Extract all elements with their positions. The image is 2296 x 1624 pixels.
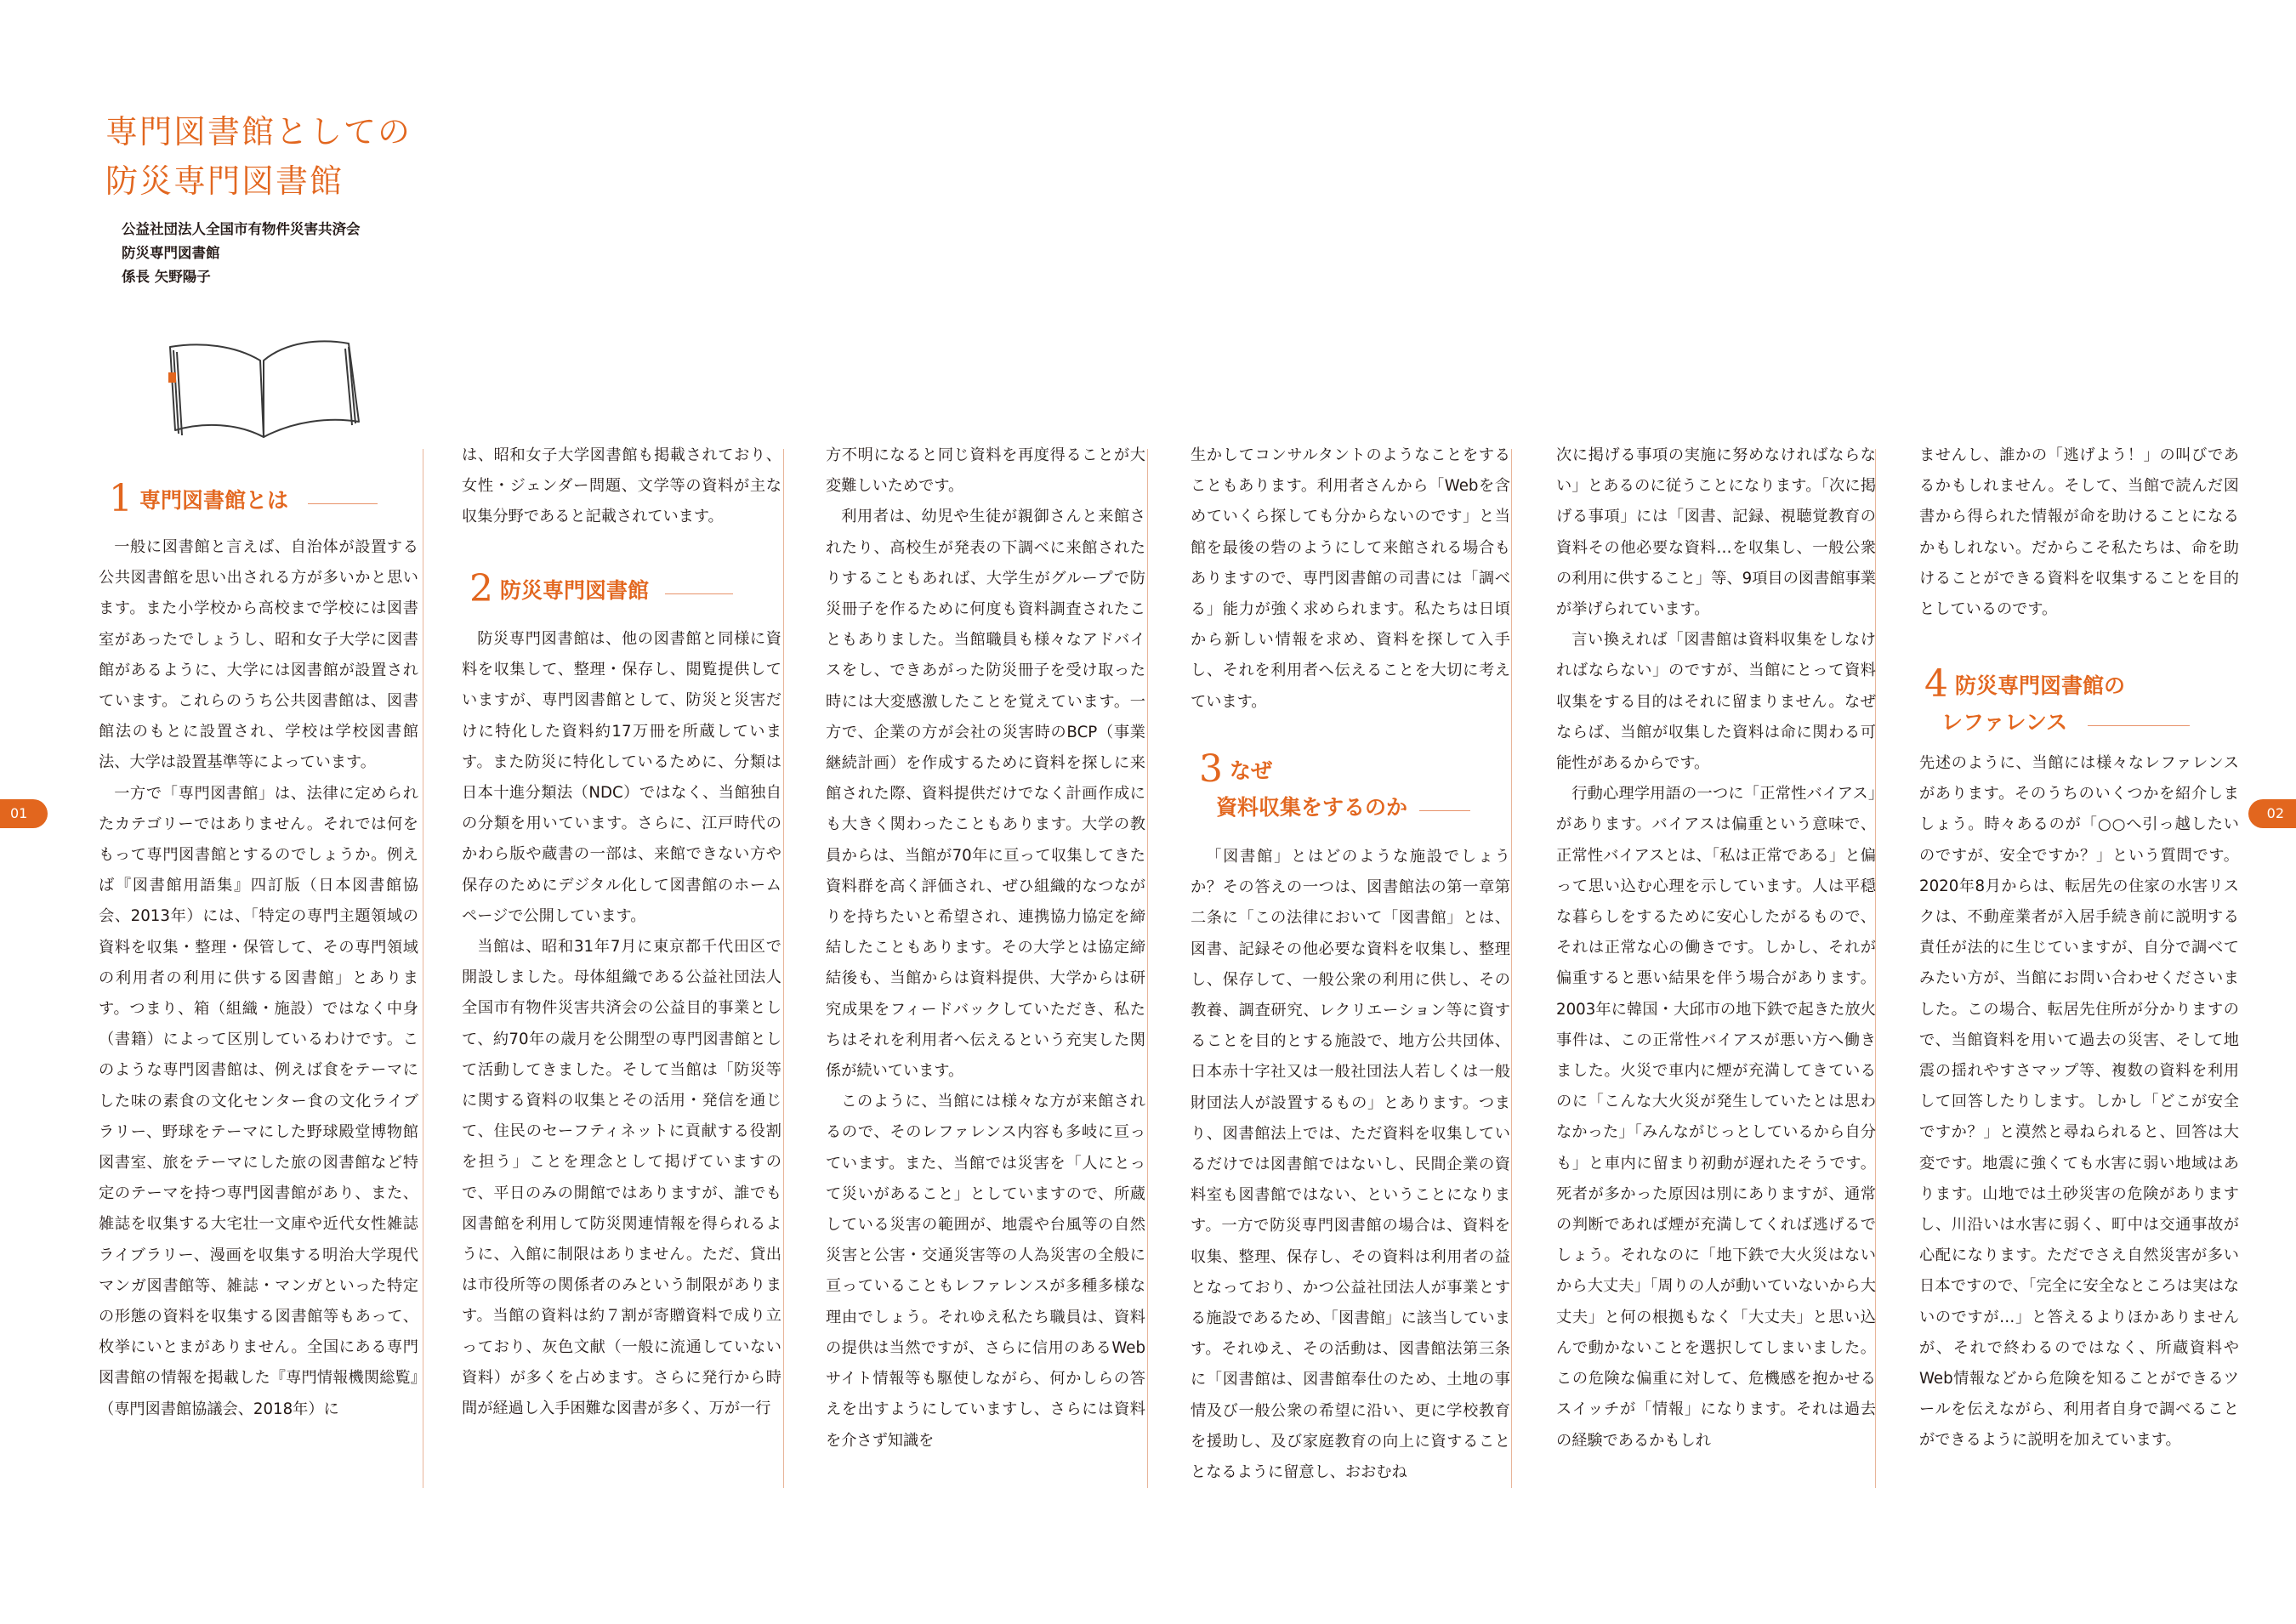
- text-column-4-body: [1191, 842, 1510, 1488]
- section-heading-4: [1924, 663, 2231, 740]
- column-rule: [1147, 449, 1148, 1488]
- author-block: [122, 218, 361, 289]
- title-line-2: 防災専門図書館: [105, 162, 344, 200]
- section-heading-2: [469, 568, 750, 610]
- author-name: 係長 矢野陽子: [122, 269, 211, 285]
- section-heading-1: [109, 478, 415, 520]
- page-number-right: 02: [2248, 799, 2296, 828]
- section-title-line-1: 防災専門図書館の: [1955, 673, 2126, 698]
- section-title-line-2: レファレンス: [1941, 710, 2068, 735]
- heading-rule: [308, 503, 378, 504]
- paragraph: 言い換えれば「図書館は資料収集をしなければならない」のですが、当館にとって資料収集をする目的はそれに留まりません。なぜならば、当館が収集した資料は命に関わる可能性があるからです。: [1556, 631, 1876, 773]
- title-line-1: 専門図書館としての: [105, 113, 412, 150]
- heading-rule: [1419, 810, 1470, 811]
- section-title-line-2: 資料収集をするのか: [1216, 795, 1408, 820]
- section-title: 専門図書館とは: [139, 488, 289, 513]
- paragraph: 一般に図書館と言えば、自治体が設置する公共図書館を思い出される方が多いかと思います。また小学校から高校まで学校には図書室があったでしょうし、昭和女子大学に図書館があるように、大学には図書館が設置されています。これらのうち公共図書館は、図書館法のもとに設置され、学校は学校図書館法、大学は設置基準等によっています。: [99, 538, 418, 772]
- section-number: 2: [469, 567, 493, 610]
- text-column-2-body: [462, 624, 781, 1424]
- paragraph: ませんし、誰かの「逃げよう！」の叫びであるかもしれません。そして、当館で読んだ図書から得られた情報が命を助けることになるかもしれない。だからこそ私たちは、命を助けることができる資料を収集することを目的としているのです。: [1919, 446, 2239, 619]
- section-title-line-1: なぜ: [1230, 758, 1273, 783]
- text-column-6: [1919, 440, 2239, 625]
- open-book-icon: [167, 338, 362, 446]
- author-dept: 防災専門図書館: [122, 245, 220, 261]
- page-number-left: 01: [0, 799, 48, 828]
- column-rule: [783, 449, 784, 1488]
- text-column-3: [826, 440, 1145, 1456]
- author-org: 公益社団法人全国市有物件災害共済会: [122, 221, 361, 237]
- text-column-6-body: [1919, 748, 2239, 1456]
- text-column-2: [462, 440, 781, 533]
- heading-rule: [2088, 725, 2190, 726]
- column-rule: [1511, 449, 1512, 1488]
- section-number: 1: [109, 477, 133, 520]
- paragraph: は、昭和女子大学図書館も掲載されており、女性・ジェンダー問題、文学等の資料が主な収集分野であると記載されています。: [462, 446, 781, 526]
- section-heading-3: [1199, 748, 1505, 825]
- article-title: [105, 107, 412, 206]
- paragraph: 生かしてコンサルタントのようなことをすることもあります。利用者さんから「Webを含めていくら探しても分からないのです」と当館を最後の砦のようにして来館される場合もありますので、専門図書館の司書には「調べる」能力が強く求められます。私たちは日頃から新しい情報を求め、資料を探して入手し、それを利用者へ伝えることを大切に考えています。: [1191, 446, 1510, 711]
- section-number: 4: [1924, 662, 1948, 706]
- heading-rule: [665, 593, 733, 594]
- paragraph: 行動心理学用語の一つに「正常性バイアス」があります。バイアスは偏重という意味で、正常性バイアスとは、「私は正常である」と偏って思い込む心理を示しています。人は平穏な暮らしをするために安心したがるもので、それは正常な心の働きです。しかし、それが偏重すると悪い結果を伴う場合があります。2003年に韓国・大邱市の地下鉄で起きた放火事件は、この正常性バイアスが悪い方へ働きました。火災で車内に煙が充満してきているのに「こんな大火災が発生していたとは思わなかった」「みんながじっとしているから自分も」と車内に留まり初動が遅れたそうです。死者が多かった原因は別にありますが、通常の判断であれば煙が充満してくれば逃げるでしょう。それなのに「地下鉄で大火災はないから大丈夫」「周りの人が動いていないから大丈夫」と何の根拠もなく「大丈夫」と思い込んで動かないことを選択してしまいました。この危険な偏重に対して、危機感を抱かせるスイッチが「情報」になります。それは過去の経験であるかもしれ: [1556, 785, 1876, 1450]
- paragraph: 一方で「専門図書館」は、法律に定められたカテゴリーではありません。それでは何をもって専門図書館とするのでしょうか。例えば『図書館用語集』四訂版（日本図書館協会、2013年）には、「特定の専門主題領域の資料を収集・整理・保管して、その専門領域の利用者の利用に供する図書館」とあります。つまり、箱（組織・施設）ではなく中身（書籍）によって区別しているわけです。このような専門図書館は、例えば食をテーマにした味の素食の文化センター食の文化ライブラリー、野球をテーマにした野球殿堂博物館図書室、旅をテーマにした旅の図書館など特定のテーマを持つ専門図書館があり、また、雑誌を収集する大宅壮一文庫や近代女性雑誌ライブラリー、漫画を収集する明治大学現代マンガ図書館等、雑誌・マンガといった特定の形態の資料を収集する図書館等もあって、枚挙にいとまがありません。全国にある専門図書館の情報を掲載した『専門情報機関総覧』（専門図書館協議会、2018年）に: [99, 784, 418, 1418]
- text-column-5: [1556, 440, 1876, 1456]
- section-number: 3: [1199, 747, 1223, 791]
- text-column-1: [99, 532, 418, 1425]
- text-column-4: [1191, 440, 1510, 718]
- paragraph: 方不明になると同じ資料を再度得ることが大変難しいためです。: [826, 446, 1145, 496]
- paragraph: このように、当館には様々な方が来館されるので、そのレファレンス内容も多岐に亘っています。また、当館では災害を「人にとって災いがあること」としていますので、所蔵している災害の範囲が、地震や台風等の自然災害と公害・交通災害等の人為災害の全般に亘っていることもレファレンスが多種多様な理由でしょう。それゆえ私たち職員は、資料の提供は当然ですが、さらに信用のあるWebサイト情報等も駆使しながら、何かしらの答えを出すようにしていますし、さらには資料を介さず知識を: [826, 1093, 1145, 1450]
- paragraph: 次に掲げる事項の実施に努めなければならない」とあるのに従うことになります。「次に掲げる事項」には「図書、記録、視聴覚教育の資料その他必要な資料…を収集し、一般公衆の利用に供すること」等、9項目の図書館事業が挙げられています。: [1556, 446, 1876, 619]
- paragraph: 当館は、昭和31年7月に東京都千代田区で開設しました。母体組織である公益社団法人全国市有物件災害共済会の公益目的事業として、約70年の歳月を公開型の専門図書館として活動してきました。そして当館は「防災等に関する資料の収集とその活用・発信を通じて、住民のセーフティネットに貢献する役割を担う」ことを理念として掲げていますので、平日のみの開館ではありますが、誰でも図書館を利用して防災関連情報を得られるように、入館に制限はありません。ただ、貸出は市役所等の関係者のみという制限があります。当館の資料は約７割が寄贈資料で成り立っており、灰色文献（一般に流通していない資料）が多くを占めます。さらに発行から時間が経過し入手困難な図書が多く、万が一行: [462, 938, 781, 1418]
- paragraph: 利用者は、幼児や生徒が親御さんと来館されたり、高校生が発表の下調べに来館されたりすることもあれば、大学生がグループで防災冊子を作るために何度も資料調査されたこともありました。当館職員も様々なアドバイスをし、できあがった防災冊子を受け取った時には大変感激したことを覚えています。一方で、企業の方が会社の災害時のBCP（事業継続計画）を作成するために資料を探しに来館された際、資料提供だけでなく計画作成にも大きく関わったこともあります。大学の教員からは、当館が70年に亘って収集してきた資料群を高く評価され、ぜひ組織的なつながりを持ちたいと希望され、連携協力協定を締結したこともあります。その大学とは協定締結後も、当館からは資料提供、大学からは研究成果をフィードバックしていただき、私たちはそれを利用者へ伝えるという充実した関係が続いています。: [826, 508, 1145, 1081]
- paragraph: 「図書館」とはどのような施設でしょうか？その答えの一つは、図書館法の第一章第二条に「この法律において「図書館」とは、図書、記録その他必要な資料を収集し、整理し、保存して、一般公衆の利用に供し、その教養、調査研究、レクリエーション等に資することを目的とする施設で、地方公共団体、日本赤十字社又は一般社団法人若しくは一般財団法人が設置するもの」とあります。つまり、図書館法上では、ただ資料を収集しているだけでは図書館ではないし、民間企業の資料室も図書館ではない、ということになります。一方で防災専門図書館の場合は、資料を収集、整理、保存し、その資料は利用者の益となっており、かつ公益社団法人が事業とする施設であるため、「図書館」に該当しています。それゆえ、その活動は、図書館法第三条に「図書館は、図書館奉仕のため、土地の事情及び一般公衆の希望に沿い、更に学校教育を援助し、及び家庭教育の向上に資することとなるように留意し、おおむね: [1191, 848, 1510, 1482]
- section-title: 防災専門図書館: [500, 578, 650, 603]
- paragraph: 先述のように、当館には様々なレファレンスがあります。そのうちのいくつかを紹介しましょう。時々あるのが「○○へ引っ越したいのですが、安全ですか？」という質問です。2020年8月からは、転居先の住家の水害リスクは、不動産業者が入居手続き前に説明する責任が法的に生じていますが、自分で調べてみたい方が、当館にお問い合わせくださいました。この場合、転居先住所が分かりますので、当館資料を用いて過去の災害、そして地震の揺れやすさマップ等、複数の資料を利用して回答したりします。しかし「どこが安全ですか？」と漠然と尋ねられると、回答は大変です。地震に強くても水害に弱い地域はあります。山地では土砂災害の危険がありますし、川沿いは水害に弱く、町中は交通事故が心配になります。ただでさえ自然災害が多い日本ですので、「完全に安全なところは実はないのですが…」と答えるよりほかありませんが、それで終わるのではなく、所蔵資料やWeb情報などから危険を知ることができるツールを伝えながら、利用者自身で調べることができるように説明を加えています。: [1919, 754, 2239, 1450]
- paragraph: 防災専門図書館は、他の図書館と同様に資料を収集して、整理・保存し、閲覧提供していますが、専門図書館として、防災と災害だけに特化した資料約17万冊を所蔵しています。また防災に特化しているために、分類は日本十進分類法（NDC）ではなく、当館独自の分類を用いています。さらに、江戸時代のかわら版や蔵書の一部は、来館できない方や保存のためにデジタル化して図書館のホームページで公開しています。: [462, 630, 781, 925]
